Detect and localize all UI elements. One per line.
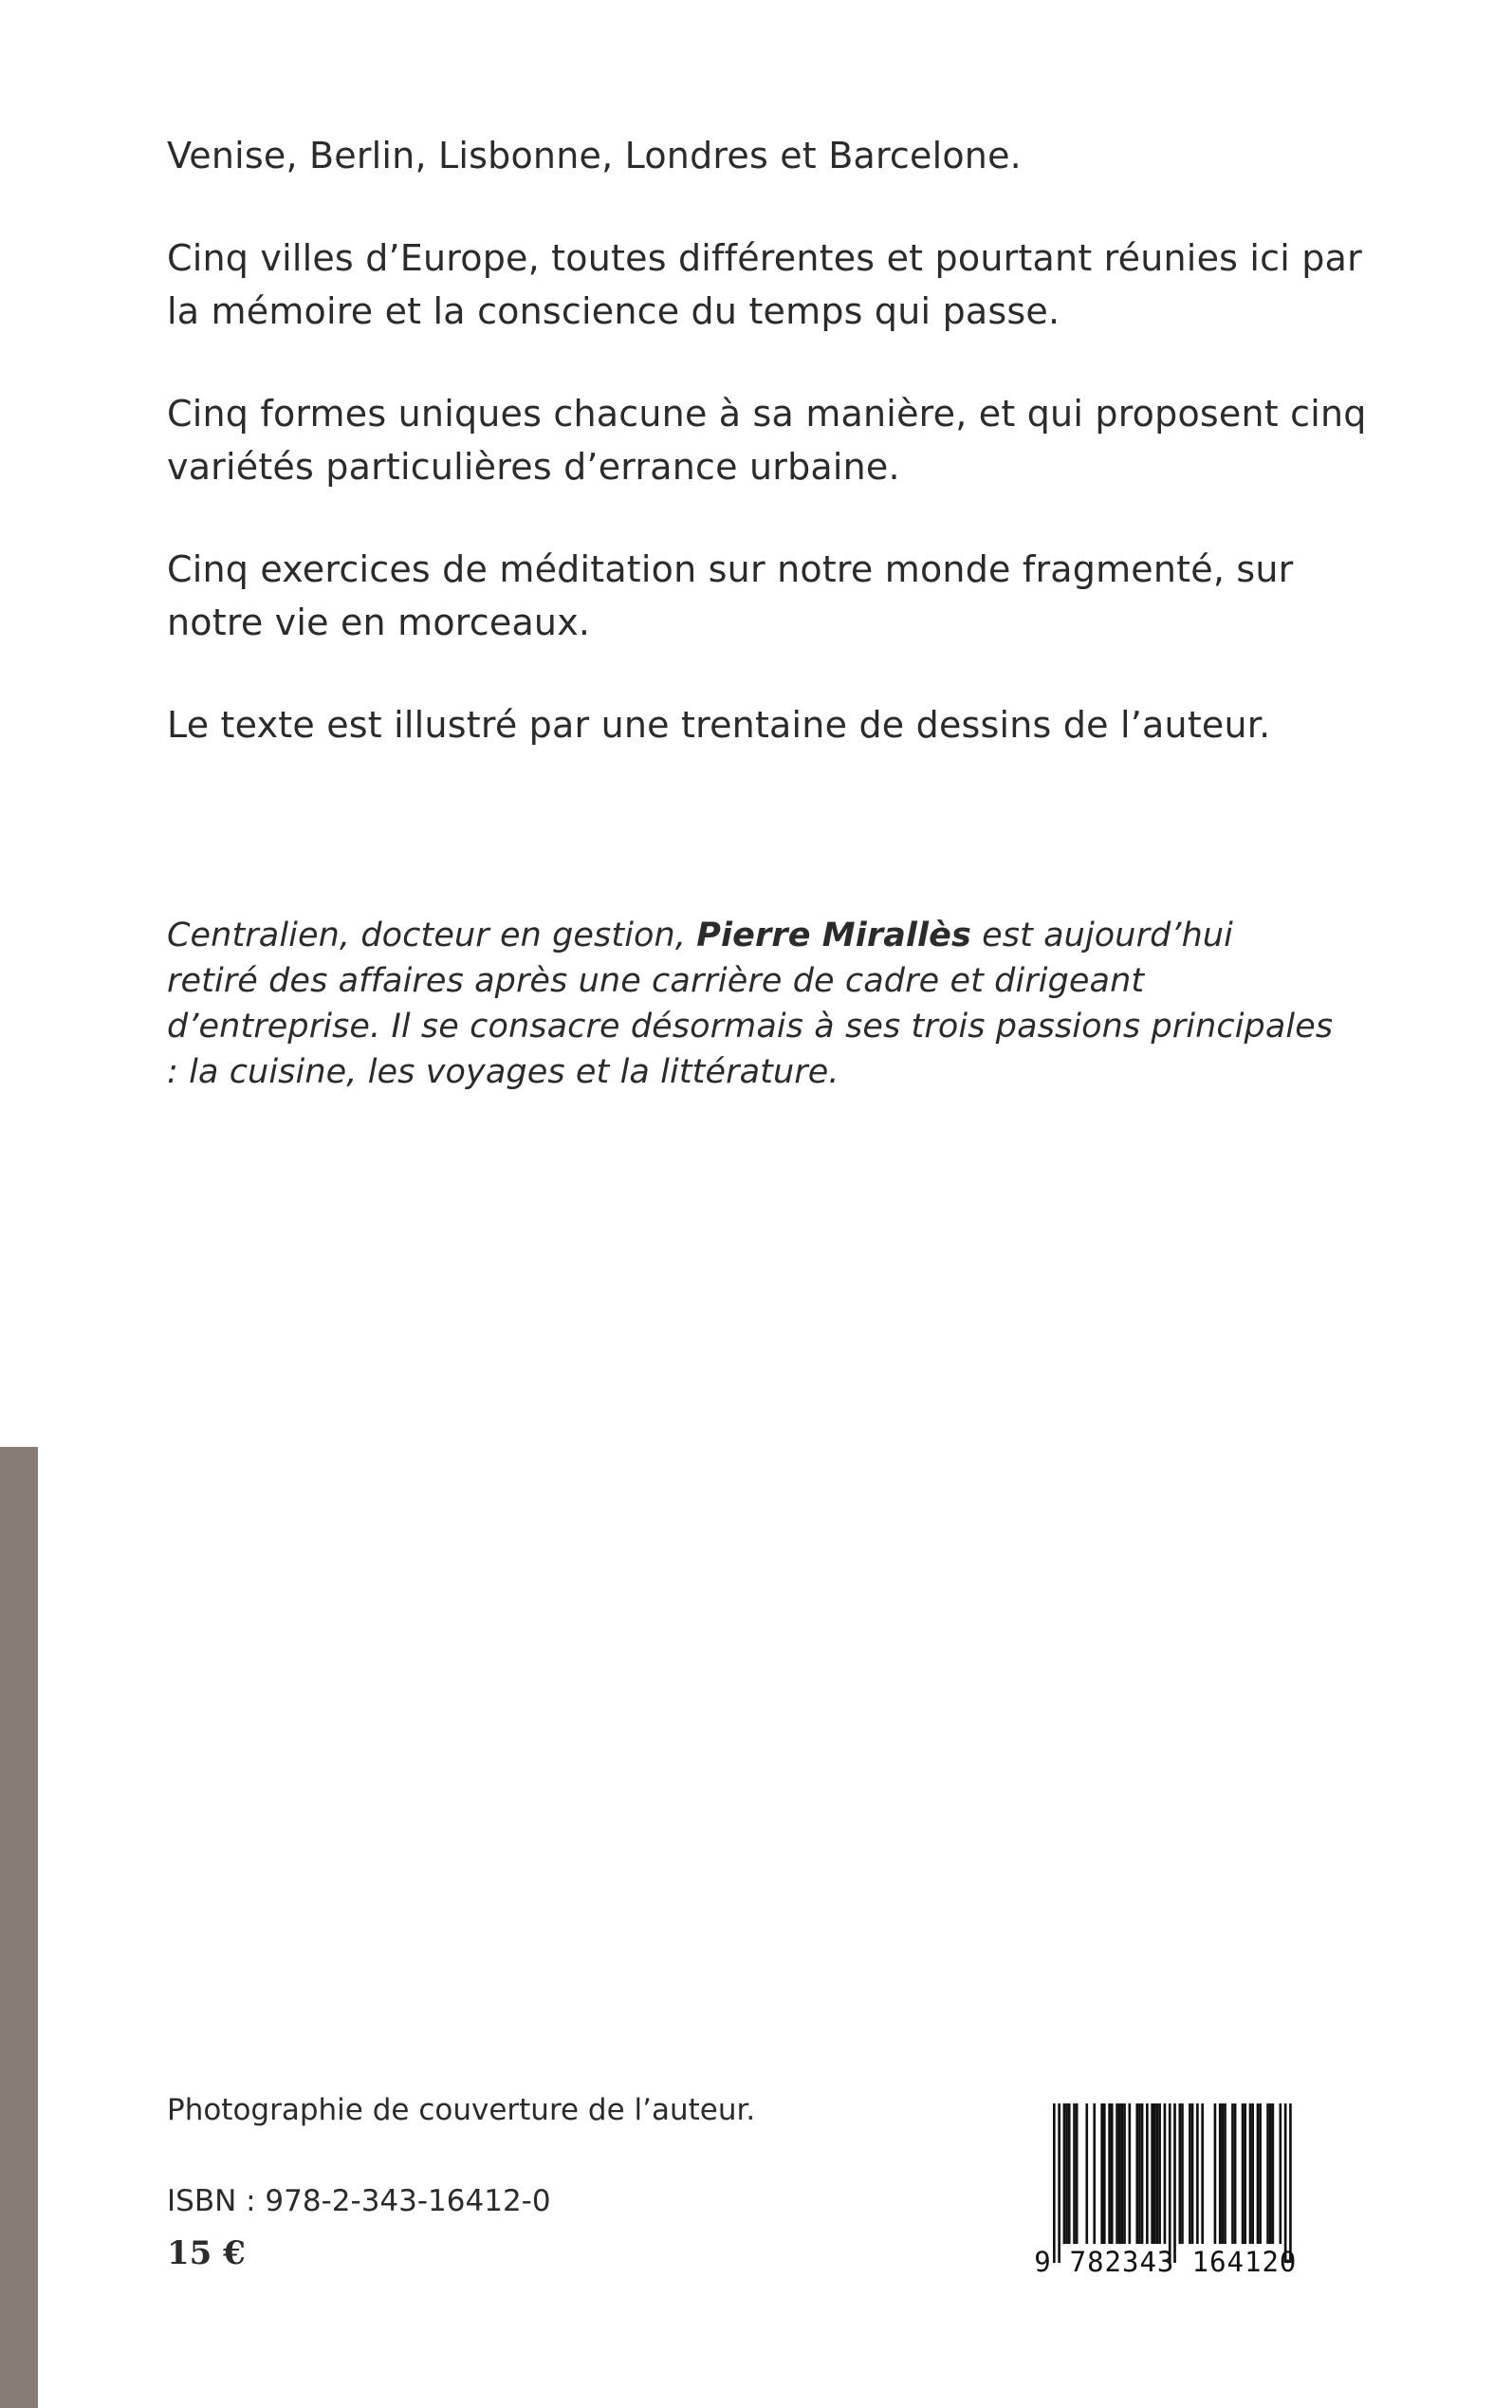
barcode-bar <box>1191 2103 1194 2244</box>
price-label: 15 € <box>167 2234 246 2272</box>
barcode-bar <box>1266 2103 1269 2244</box>
back-cover-blurb <box>167 129 1372 801</box>
barcode-bar <box>1135 2103 1138 2244</box>
barcode-guard-bar <box>1053 2103 1056 2263</box>
barcode-bar <box>1179 2103 1182 2244</box>
barcode-bar <box>1244 2103 1246 2244</box>
barcode-bar <box>1257 2103 1260 2244</box>
barcode-left-digits: 782343 <box>1069 2246 1175 2278</box>
barcode-bar <box>1181 2103 1184 2244</box>
blurb-paragraph-illustrations: Le texte est illustré par une trentaine de dessins de l’auteur. <box>167 704 1271 746</box>
barcode-bar <box>1063 2103 1066 2244</box>
barcode-bar <box>1146 2103 1149 2244</box>
photo-credit: Photographie de couverture de l’auteur. <box>167 2093 756 2127</box>
barcode-bar <box>1201 2103 1204 2244</box>
barcode-bar <box>1242 2103 1245 2244</box>
barcode-bar <box>1234 2103 1237 2244</box>
barcode-bar <box>1100 2103 1103 2244</box>
blurb-paragraph-memory: Cinq villes d’Europe, toutes différentes et pourtant réunies ici par la mémoire et la conscience du temps qui passe. <box>167 237 1362 332</box>
barcode-bar <box>1153 2103 1156 2244</box>
barcode-bar <box>1076 2103 1079 2244</box>
barcode-guard-bar <box>1289 2103 1292 2263</box>
barcode-bar <box>1073 2103 1076 2244</box>
author-bio-text <box>167 913 1334 1095</box>
barcode-guard-bar <box>1284 2103 1287 2263</box>
barcode-bar <box>1164 2103 1167 2244</box>
barcode-bar <box>1280 2103 1282 2244</box>
barcode-bar <box>1129 2103 1132 2244</box>
author-name: Pierre Mirallès <box>696 917 971 954</box>
barcode-bar <box>1189 2103 1191 2244</box>
barcode-bar <box>1259 2103 1262 2244</box>
barcode-bar <box>1068 2103 1071 2244</box>
barcode-right-digits: 164120 <box>1191 2246 1298 2278</box>
isbn-label: ISBN : 978-2-343-16412-0 <box>167 2184 551 2218</box>
barcode-bar <box>1249 2103 1252 2244</box>
barcode-guard-bar <box>1173 2103 1176 2263</box>
barcode-bar <box>1103 2103 1106 2244</box>
barcode-guard-bar <box>1169 2103 1171 2263</box>
barcode-bar <box>1272 2103 1275 2244</box>
barcode-bar <box>1108 2103 1111 2244</box>
blurb-paragraph-forms: Cinq formes uniques chacune à sa manière, et qui proposent cinq variétés particulières d’errance urbaine. <box>167 393 1367 488</box>
blurb-paragraph-cities: Venise, Berlin, Lisbonne, Londres et Barcelone. <box>167 135 1022 176</box>
barcode-bar <box>1214 2103 1217 2244</box>
barcode-bar <box>1156 2103 1159 2244</box>
barcode-bar <box>1065 2103 1068 2244</box>
ean-barcode <box>1034 2100 1318 2280</box>
barcode-lead-digit: 9 <box>1034 2246 1051 2278</box>
barcode-bar <box>1121 2103 1124 2244</box>
author-bio-intro: Centralien, docteur en gestion, <box>167 917 697 954</box>
barcode-bar <box>1222 2103 1225 2244</box>
barcode-guard-bar <box>1058 2103 1060 2263</box>
barcode-bar <box>1196 2103 1199 2244</box>
barcode-bar <box>1116 2103 1118 2244</box>
author-bio <box>167 913 1334 1095</box>
barcode-bar <box>1118 2103 1121 2244</box>
barcode-bar <box>1224 2103 1226 2244</box>
blurb-paragraph-meditation: Cinq exercices de méditation sur notre monde fragmenté, sur notre vie en morceaux. <box>167 548 1294 643</box>
barcode-bar <box>1123 2103 1126 2244</box>
barcode-bar <box>1231 2103 1234 2244</box>
barcode-bar <box>1158 2103 1161 2244</box>
barcode-bar <box>1093 2103 1096 2244</box>
barcode-bar <box>1085 2103 1088 2244</box>
barcode-bar <box>1111 2103 1114 2244</box>
barcode-bar <box>1151 2103 1153 2244</box>
barcode-bar <box>1138 2103 1141 2244</box>
spine-color-band <box>0 1447 38 2408</box>
barcode-bar <box>1251 2103 1254 2244</box>
barcode-bar <box>1219 2103 1222 2244</box>
barcode-bar <box>1269 2103 1272 2244</box>
barcode-bar <box>1141 2103 1144 2244</box>
author-bio-rest: est aujourd’hui retiré des affaires après une carrière de cadre et dirigeant d’entreprise. Il se consacre désormais à ses trois passions principales : la cuisine, les voyages et la littérature. <box>167 917 1334 1091</box>
